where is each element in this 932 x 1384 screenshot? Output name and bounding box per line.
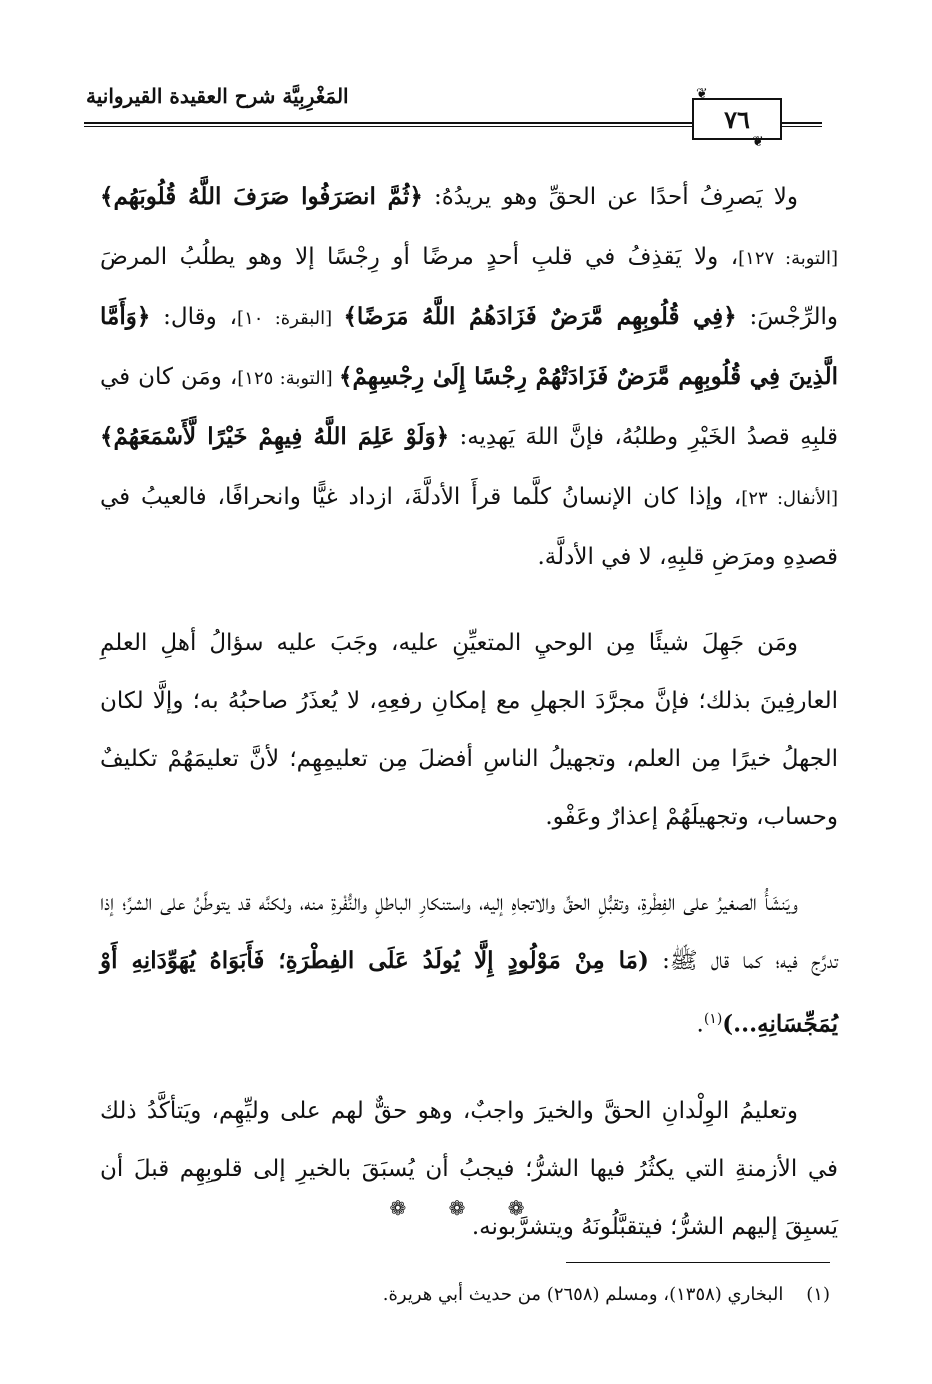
quran-verse: ﴿ثُمَّ انصَرَفُوا صَرَفَ اللَّهُ قُلُوبَهُم﴾ [100,183,423,210]
body-text: . [696,1011,704,1038]
hadith-text: (مَا مِنْ مَوْلُودٍ إِلَّا يُولَدُ عَلَى الفِطْرَةِ؛ فَأَبَوَاهُ يُهَوِّدَانِهِ أَوْ يُمَجِّسَانِهِ...) [100,947,838,1038]
body-text: ويَنشَأُ الصغيرُ على الفِطْرةِ، وتقبُّلِ الحقِّ والاتجاهِ إليه، واستنكارِ الباطلِ والنُّفْرةِ منه، ولكنَّه قد يتوطَّنُ على الشرِّ؛ إذا تدرَّج فيه؛ كما قال ﷺ: [100,890,838,974]
footnote-rule [566,1262,830,1263]
body-text: وتعليمُ الوِلْدانِ الحقَّ والخيرَ واجبٌ، وهو حقٌّ لهم على وليِّهِم، ويَتأكَّدُ ذلك في الأزمنةِ التي يكثُرُ فيها الشرُّ؛ فيجبُ أن يُسبَقَ بالخيرِ إلى قلوبِهِم قبلَ أن يَسبِقَ إليهم الشرُّ؛ فيتقبَّلُونَهُ ويتشرَّبونه. [100,1097,838,1240]
book-title: المَغْرِبِيَّة شرح العقيدة القيروانية [86,84,349,108]
flourish-icon: ❦ [752,134,764,150]
verse-reference: [التوبة: ١٢٥] [237,368,339,389]
body-text: ، وإذا كان الإنسانُ كلَّما قرأَ الأدلَّةَ، ازداد غيًّا وانحرافًا، فالعيبُ في قصدِهِ ومرَضِ قلبِهِ، لا في الأدلَّة. [100,484,838,570]
page-number-box [692,98,782,140]
page-body [100,168,838,1284]
quran-verse: ﴿وَأَمَّا الَّذِينَ فِي قُلُوبِهِم مَّرَضٌ فَزَادَتْهُمْ رِجْسًا إِلَىٰ رِجْسِهِمْ﴾ [100,303,839,390]
body-text: ، ومَن كان في قلبِهِ قصدُ الخَيْرِ وطلبُهُ، فإنَّ اللهَ يَهدِيه: [100,364,838,450]
body-text: ومَن جَهِلَ شيئًا مِن الوحيِ المتعيِّنِ عليه، وجَبَ عليه سؤالُ أهلِ العلمِ العارفِينَ بذلك؛ فإنَّ مجرَّدَ الجهلِ مع إمكانِ رفعِهِ، لا يُعذَرُ صاحبُهُ به؛ وإلَّا لكان الجهلُ خيرًا مِن العلم، وتجهيلُ الناسِ أفضلَ مِن تعليمِهِم؛ لأنَّ تعليمَهُمْ تكليفٌ وحساب، وتجهيلَهُمْ إعذارٌ وعَفْو. [100,630,838,830]
quran-verse: ﴿فِي قُلُوبِهِم مَّرَضٌ فَزَادَهُمُ اللَّهُ مَرَضًا﴾ [343,303,737,330]
flourish-icon: ❦ [696,86,708,102]
body-text: ، ولا يَقذِفُ في قلبِ أحدٍ مرضًا أو رِجْسًا إلا وهو يطلُبُ المرضَ والرِّجْسَ: [100,244,839,330]
section-separator: ❁ ❁ ❁ [389,1196,543,1220]
page-header [0,70,932,150]
footnote-ref: (١) [703,1011,723,1027]
header-rule-right-thin [782,126,822,127]
footnote [100,1280,830,1310]
paragraph [100,168,838,586]
footnote-text: البخاري (١٣٥٨)، ومسلم (٢٦٥٨) من حديث أبي هريرة. [382,1284,784,1305]
header-rule-right [782,122,822,124]
header-rule-thin [84,126,692,127]
page-number: ٧٦ [724,104,750,134]
body-text: ولا يَصرِفُ أحدًا عن الحقِّ وهو يريدُهُ: [422,184,799,210]
body-text: ، وقال: [150,304,238,330]
paragraph [100,614,838,846]
verse-reference: [البقرة: ١٠] [237,308,344,329]
paragraph [100,1082,838,1256]
quran-verse: ﴿وَلَوْ عَلِمَ اللَّهُ فِيهِمْ خَيْرًا لَّأَسْمَعَهُمْ﴾ [100,423,450,450]
footnote-marker: (١) [806,1284,830,1305]
header-rule [84,122,692,124]
paragraph [100,874,838,1054]
verse-reference: [التوبة: ١٢٧] [738,248,838,269]
verse-reference: [الأنفال: ٢٣] [741,488,838,509]
